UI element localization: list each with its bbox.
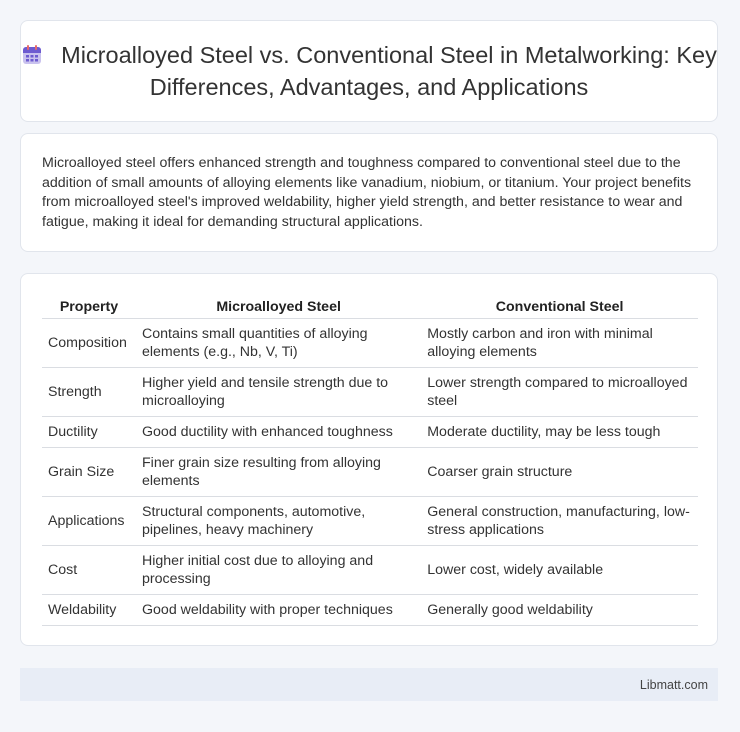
cell-conventional: Lower strength compared to microalloyed steel <box>421 368 698 417</box>
table-row <box>42 319 698 368</box>
cell-microalloyed: Contains small quantities of alloying elements (e.g., Nb, V, Ti) <box>136 319 421 368</box>
table-header-row <box>42 295 698 319</box>
cell-microalloyed: Finer grain size resulting from alloying elements <box>136 448 421 497</box>
header-property: Property <box>42 295 136 319</box>
page-title-text: Microalloyed Steel vs. Conventional Steel in Metalworking: Key Differences, Advantages, and Applications <box>61 41 717 100</box>
comparison-table <box>42 295 698 626</box>
table-row <box>42 417 698 448</box>
table-row <box>42 546 698 595</box>
header-conventional: Conventional Steel <box>421 295 698 319</box>
cell-property: Grain Size <box>42 448 136 497</box>
cell-property: Strength <box>42 368 136 417</box>
cell-microalloyed: Good weldability with proper techniques <box>136 595 421 626</box>
cell-property: Cost <box>42 546 136 595</box>
intro-card <box>20 133 718 252</box>
calendar-icon <box>21 44 43 73</box>
cell-microalloyed: Structural components, automotive, pipelines, heavy machinery <box>136 497 421 546</box>
cell-microalloyed: Higher initial cost due to alloying and processing <box>136 546 421 595</box>
table-row <box>42 368 698 417</box>
cell-conventional: Coarser grain structure <box>421 448 698 497</box>
cell-property: Weldability <box>42 595 136 626</box>
table-row <box>42 595 698 626</box>
footer-brand[interactable]: Libmatt.com <box>639 677 708 692</box>
cell-conventional: Moderate ductility, may be less tough <box>421 417 698 448</box>
header-microalloyed: Microalloyed Steel <box>136 295 421 319</box>
cell-conventional: General construction, manufacturing, low-stress applications <box>421 497 698 546</box>
page-title <box>21 41 717 102</box>
cell-conventional: Generally good weldability <box>421 595 698 626</box>
table-row <box>42 448 698 497</box>
cell-microalloyed: Good ductility with enhanced toughness <box>136 417 421 448</box>
cell-property: Composition <box>42 319 136 368</box>
cell-conventional: Mostly carbon and iron with minimal alloying elements <box>421 319 698 368</box>
cell-microalloyed: Higher yield and tensile strength due to microalloying <box>136 368 421 417</box>
cell-property: Ductility <box>42 417 136 448</box>
cell-property: Applications <box>42 497 136 546</box>
title-card <box>20 20 718 122</box>
table-row <box>42 497 698 546</box>
cell-conventional: Lower cost, widely available <box>421 546 698 595</box>
comparison-card <box>20 273 718 646</box>
footer <box>20 668 718 701</box>
intro-paragraph: Microalloyed steel offers enhanced strength and toughness compared to conventional steel due to the addition of small amounts of alloying elements like vanadium, niobium, or titanium. Your project benefits from microalloyed steel's improved weldability, higher yield strength, and better resistance to wear and fatigue, making it ideal for demanding structural applications. <box>42 155 692 230</box>
